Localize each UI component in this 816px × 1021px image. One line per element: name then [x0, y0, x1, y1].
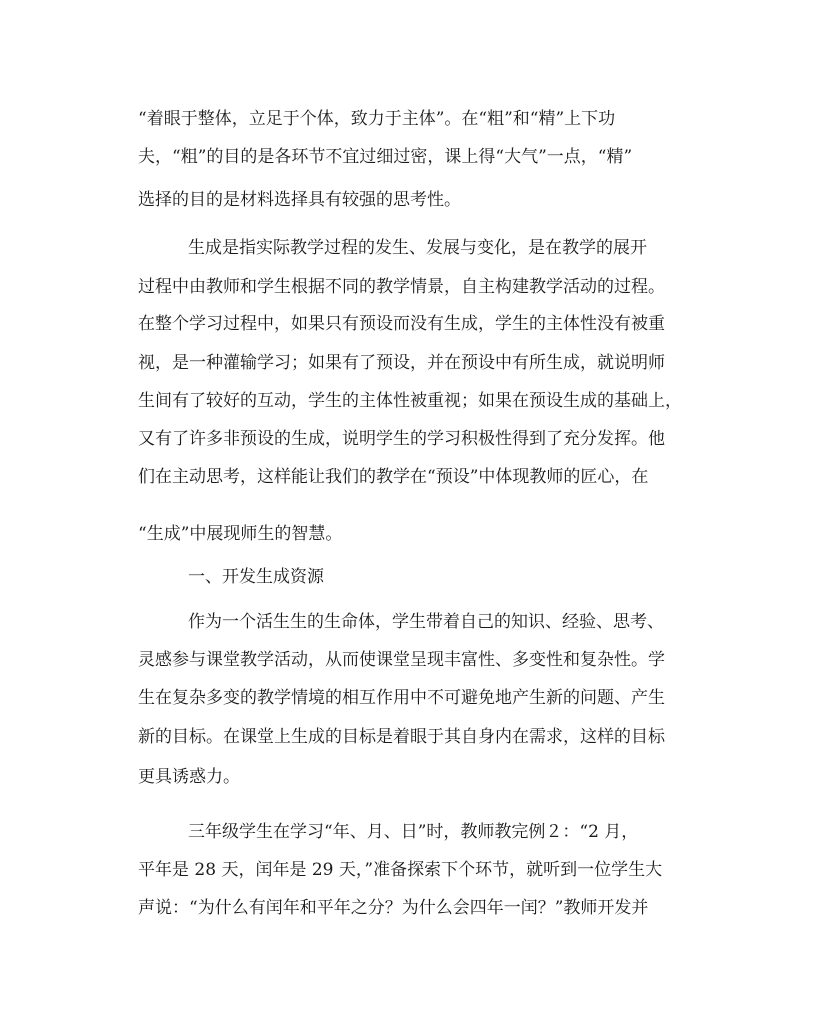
text-line: 生在复杂多变的教学情境的相互作用中不可避免地产生新的问题、产生	[138, 688, 665, 708]
text-line: 又有了许多非预设的生成，说明学生的学习积极性得到了充分发挥。他	[138, 429, 665, 449]
text-line: 选择的目的是材料选择具有较强的思考性。	[138, 190, 461, 210]
paragraph-first-line: 生成是指实际教学过程的发生、发展与变化，是在教学的展开	[188, 238, 647, 258]
text-line: 声说：“为什么有闰年和平年之分？为什么会四年一闰？”教师开发并	[138, 898, 649, 918]
paragraph-first-line: 三年级学生在学习“年、月、日”时，教师教完例２：“2 月，	[188, 822, 639, 842]
text-line: 视，是一种灌输学习；如果有了预设，并在预设中有所生成，就说明师	[138, 353, 665, 373]
section-heading: 一、开发生成资源	[188, 567, 324, 587]
text-line: 在整个学习过程中，如果只有预设而没有生成，学生的主体性没有被重	[138, 314, 665, 334]
text-line: 新的目标。在课堂上生成的目标是着眼于其自身内在需求，这样的目标	[138, 727, 665, 747]
text-line: 灵感参与课堂教学活动，从而使课堂呈现丰富性、多变性和复杂性。学	[138, 650, 665, 670]
text-line: 夫，“粗”的目的是各环节不宜过细过密，课上得“大气”一点，“精”	[138, 147, 633, 167]
text-line: 们在主动思考，这样能让我们的教学在“预设”中体现教师的匠心，在	[138, 467, 649, 487]
text-line: “生成”中展现师生的智慧。	[138, 524, 343, 544]
text-line: 过程中由教师和学生根据不同的教学情景，自主构建教学活动的过程。	[138, 277, 665, 297]
text-line: “着眼于整体，立足于个体，致力于主体”。在“粗”和“精”上下功	[138, 109, 616, 129]
paragraph-first-line: 作为一个活生生的生命体，学生带着自己的知识、经验、思考、	[188, 612, 664, 632]
text-line: 生间有了较好的互动，学生的主体性被重视；如果在预设生成的基础上，	[138, 391, 682, 411]
text-line: 更具诱惑力。	[138, 767, 240, 787]
text-line: 平年是 28 天，闰年是 29 天，”准备探索下个环节，就听到一位学生大	[138, 860, 663, 880]
